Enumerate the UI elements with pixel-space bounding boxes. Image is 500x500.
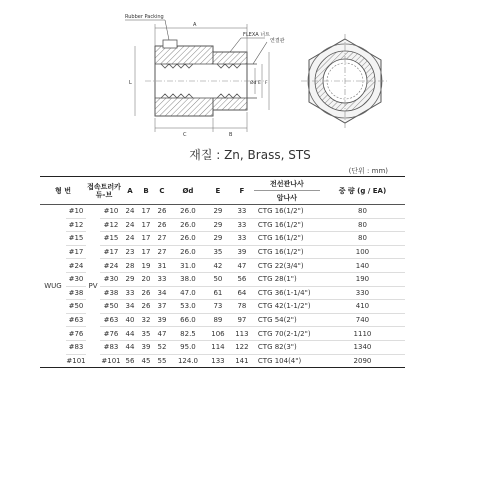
cell-F: 97 xyxy=(230,313,254,327)
series-cell: WUG xyxy=(40,205,66,368)
dim-D: Ød xyxy=(250,81,257,86)
cell-pv: #24 xyxy=(100,259,122,273)
cell-E: 73 xyxy=(206,300,230,314)
cell-F: 33 xyxy=(230,205,254,219)
cell-A: 28 xyxy=(122,259,138,273)
conn-cell: PV xyxy=(86,205,100,368)
cell-C: 47 xyxy=(154,327,170,341)
cell-pv: #76 xyxy=(100,327,122,341)
cell-B: 17 xyxy=(138,218,154,232)
cell-F: 47 xyxy=(230,259,254,273)
cell-E: 50 xyxy=(206,272,230,286)
header-B: B xyxy=(138,177,154,205)
cell-pv: #83 xyxy=(100,340,122,354)
cell-B: 17 xyxy=(138,245,154,259)
cell-D: 31.0 xyxy=(170,259,206,273)
cell-thread: CTG 104(4") xyxy=(254,354,320,368)
cell-pv: #63 xyxy=(100,313,122,327)
cell-C: 34 xyxy=(154,286,170,300)
spec-table xyxy=(40,176,405,368)
cell-weight: 140 xyxy=(320,259,405,273)
callout-gasket: Rubber Packing xyxy=(125,14,164,20)
material-caption: 재질 : Zn, Brass, STS xyxy=(189,148,311,162)
cell-D: 124.0 xyxy=(170,354,206,368)
cell-C: 33 xyxy=(154,272,170,286)
cell-F: 33 xyxy=(230,232,254,246)
cell-F: 33 xyxy=(230,218,254,232)
cell-E: 42 xyxy=(206,259,230,273)
cell-C: 55 xyxy=(154,354,170,368)
dim-B: B xyxy=(229,132,233,138)
cell-C: 39 xyxy=(154,313,170,327)
cell-pv: #101 xyxy=(100,354,122,368)
callout-pipe: 연결관 xyxy=(270,38,285,44)
cell-D: 38.0 xyxy=(170,272,206,286)
end-view xyxy=(301,34,389,128)
cell-F: 78 xyxy=(230,300,254,314)
cell-E: 29 xyxy=(206,218,230,232)
cell-size: #12 xyxy=(66,218,86,232)
cell-B: 26 xyxy=(138,286,154,300)
header-C: C xyxy=(154,177,170,205)
header-conduit-group: 전선관나사 xyxy=(254,177,320,191)
cell-A: 34 xyxy=(122,300,138,314)
cell-weight: 330 xyxy=(320,286,405,300)
cell-weight: 1340 xyxy=(320,340,405,354)
cell-size: #76 xyxy=(66,327,86,341)
cell-E: 61 xyxy=(206,286,230,300)
cell-D: 26.0 xyxy=(170,232,206,246)
cell-weight: 80 xyxy=(320,218,405,232)
cell-thread: CTG 16(1/2") xyxy=(254,232,320,246)
header-conn-type xyxy=(86,177,122,205)
cell-D: 95.0 xyxy=(170,340,206,354)
dim-E: E xyxy=(258,81,261,86)
cell-F: 64 xyxy=(230,286,254,300)
header-weight-label: 중 량 (g / EA) xyxy=(338,186,387,195)
cell-pv: #12 xyxy=(100,218,122,232)
cell-E: 35 xyxy=(206,245,230,259)
cell-thread: CTG 16(1/2") xyxy=(254,218,320,232)
cell-size: #50 xyxy=(66,300,86,314)
callout-nut: FLEXA 너트 xyxy=(243,32,270,38)
cell-A: 24 xyxy=(122,232,138,246)
cell-B: 17 xyxy=(138,232,154,246)
header-F: F xyxy=(230,177,254,205)
cell-C: 26 xyxy=(154,205,170,219)
cell-size: #10 xyxy=(66,205,86,219)
cell-F: 39 xyxy=(230,245,254,259)
cell-size: #30 xyxy=(66,272,86,286)
cell-weight: 100 xyxy=(320,245,405,259)
cell-size: #15 xyxy=(66,232,86,246)
cell-pv: #17 xyxy=(100,245,122,259)
table-row xyxy=(40,205,405,219)
cell-C: 31 xyxy=(154,259,170,273)
cell-C: 27 xyxy=(154,245,170,259)
cell-weight: 80 xyxy=(320,205,405,219)
cell-size: #101 xyxy=(66,354,86,368)
cell-A: 24 xyxy=(122,205,138,219)
cell-D: 66.0 xyxy=(170,313,206,327)
cell-weight: 80 xyxy=(320,232,405,246)
dim-A: A xyxy=(193,22,197,28)
cell-C: 37 xyxy=(154,300,170,314)
cell-size: #17 xyxy=(66,245,86,259)
cell-E: 114 xyxy=(206,340,230,354)
cell-thread: CTG 16(1/2") xyxy=(254,205,320,219)
cell-E: 133 xyxy=(206,354,230,368)
cell-A: 44 xyxy=(122,327,138,341)
cell-B: 26 xyxy=(138,300,154,314)
cell-A: 56 xyxy=(122,354,138,368)
header-conduit-sub: 암나사 xyxy=(254,191,320,205)
cell-D: 26.0 xyxy=(170,245,206,259)
cell-size: #63 xyxy=(66,313,86,327)
cell-E: 106 xyxy=(206,327,230,341)
cell-F: 122 xyxy=(230,340,254,354)
cell-thread: CTG 70(2-1/2") xyxy=(254,327,320,341)
dim-F: F xyxy=(265,81,268,86)
cell-F: 56 xyxy=(230,272,254,286)
cell-thread: CTG 42(1-1/2") xyxy=(254,300,320,314)
cell-thread: CTG 28(1") xyxy=(254,272,320,286)
cell-thread: CTG 22(3/4") xyxy=(254,259,320,273)
cell-D: 82.5 xyxy=(170,327,206,341)
cell-pv: #38 xyxy=(100,286,122,300)
cell-B: 35 xyxy=(138,327,154,341)
cell-pv: #10 xyxy=(100,205,122,219)
cell-size: #83 xyxy=(66,340,86,354)
spec-table-body xyxy=(40,205,405,368)
unit-note: (단위 : mm) xyxy=(348,167,388,175)
cell-thread: CTG 82(3") xyxy=(254,340,320,354)
cell-E: 29 xyxy=(206,232,230,246)
cell-D: 26.0 xyxy=(170,205,206,219)
cell-A: 44 xyxy=(122,340,138,354)
header-A: A xyxy=(122,177,138,205)
cell-pv: #15 xyxy=(100,232,122,246)
cell-size: #24 xyxy=(66,259,86,273)
cell-thread: CTG 16(1/2") xyxy=(254,245,320,259)
cell-B: 32 xyxy=(138,313,154,327)
dim-L: L xyxy=(129,80,132,86)
cell-weight: 1110 xyxy=(320,327,405,341)
cell-F: 141 xyxy=(230,354,254,368)
header-weight xyxy=(320,177,405,205)
cell-weight: 740 xyxy=(320,313,405,327)
cell-weight: 190 xyxy=(320,272,405,286)
header-E: E xyxy=(206,177,230,205)
cell-A: 24 xyxy=(122,218,138,232)
cell-D: 53.0 xyxy=(170,300,206,314)
header-D: Ød xyxy=(170,177,206,205)
header-conn-type-label: 접속트러카 듀-브 xyxy=(87,182,121,199)
cell-A: 33 xyxy=(122,286,138,300)
cell-B: 19 xyxy=(138,259,154,273)
header-type: 형 번 xyxy=(40,177,86,205)
cell-size: #38 xyxy=(66,286,86,300)
cell-weight: 2090 xyxy=(320,354,405,368)
cell-thread: CTG 36(1-1/4") xyxy=(254,286,320,300)
cell-C: 52 xyxy=(154,340,170,354)
cell-D: 47.0 xyxy=(170,286,206,300)
cell-weight: 410 xyxy=(320,300,405,314)
cell-B: 20 xyxy=(138,272,154,286)
cell-thread: CTG 54(2") xyxy=(254,313,320,327)
cell-C: 27 xyxy=(154,232,170,246)
technical-drawing xyxy=(105,6,395,156)
cell-B: 17 xyxy=(138,205,154,219)
cell-A: 23 xyxy=(122,245,138,259)
cell-D: 26.0 xyxy=(170,218,206,232)
cell-B: 45 xyxy=(138,354,154,368)
cell-E: 89 xyxy=(206,313,230,327)
cell-A: 29 xyxy=(122,272,138,286)
cell-B: 39 xyxy=(138,340,154,354)
cell-pv: #50 xyxy=(100,300,122,314)
cell-pv: #30 xyxy=(100,272,122,286)
cell-F: 113 xyxy=(230,327,254,341)
dim-C: C xyxy=(183,132,187,138)
cell-E: 29 xyxy=(206,205,230,219)
cell-A: 40 xyxy=(122,313,138,327)
cell-C: 26 xyxy=(154,218,170,232)
